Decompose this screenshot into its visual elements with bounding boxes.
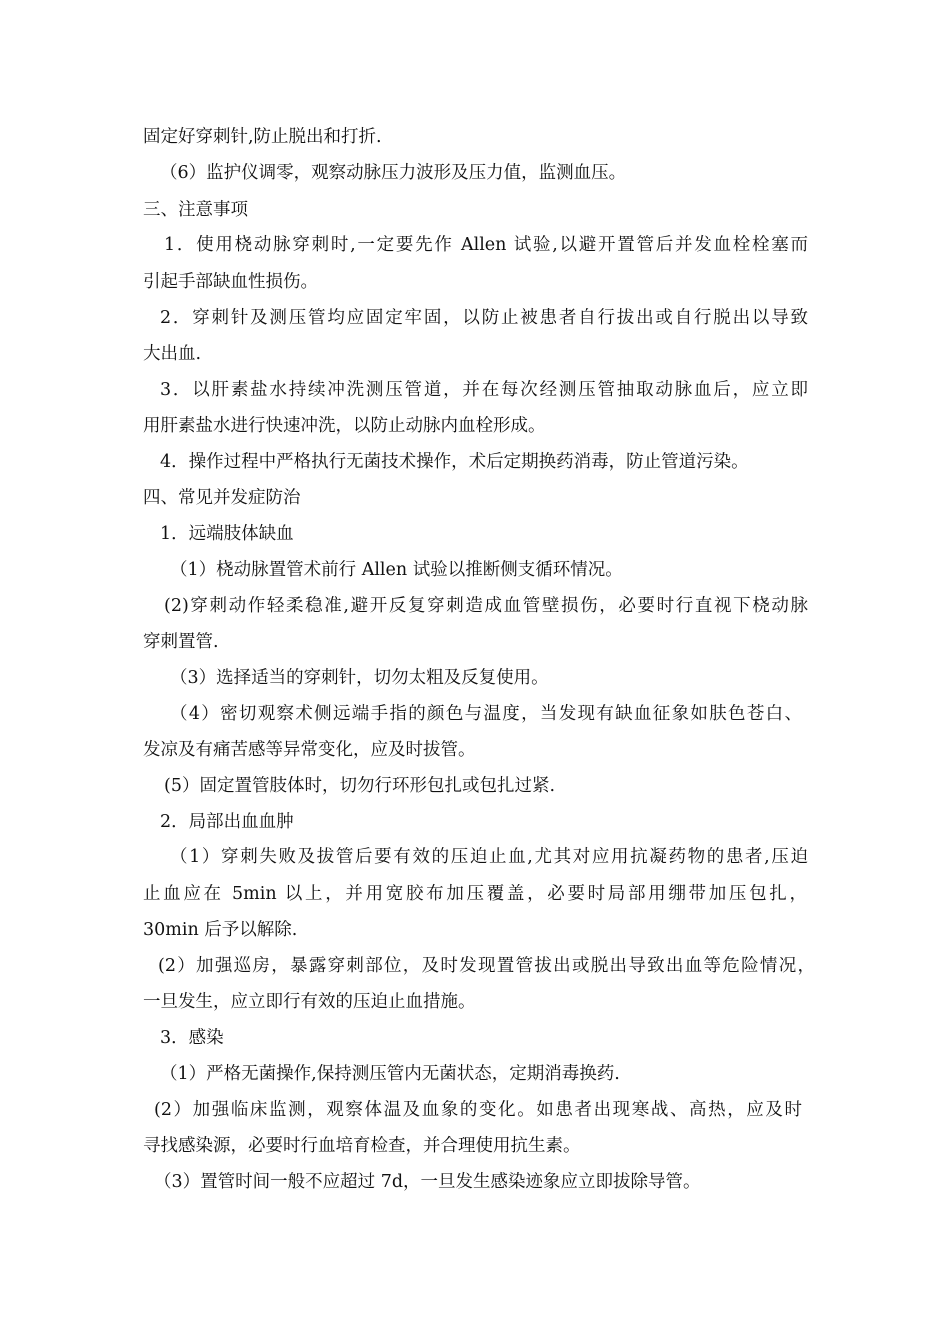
text-line: 大出血. (143, 344, 202, 364)
text-line: 一旦发生，应立即行有效的压迫止血措施。 (143, 992, 476, 1012)
text-line: 寻找感染源，必要时行血培育检查，并合理使用抗生素。 (143, 1136, 581, 1156)
text-line: （1）桡动脉置管术前行 Allen 试验以推断侧支循环情况。 (170, 560, 623, 580)
text-line: 4．操作过程中严格执行无菌技术操作，术后定期换药消毒，防止管道污染。 (160, 452, 749, 472)
text-line: (5）固定置管肢体时，切勿行环形包扎或包扎过紧. (164, 776, 556, 796)
text-line: 发凉及有痛苦感等异常变化，应及时拔管。 (143, 740, 476, 760)
text-line: （6）监护仪调零，观察动脉压力波形及压力值，监测血压。 (160, 163, 627, 183)
text-line: (2）加强临床监测，观察体温及血象的变化。如患者出现寒战、高热，应及时 (154, 1100, 802, 1120)
text-line: 穿刺置管. (143, 632, 219, 652)
text-line: 固定好穿刺针,防止脱出和打折. (143, 127, 382, 147)
text-line: (2）加强巡房，暴露穿刺部位，及时发现置管拔出或脱出导致出血等危险情况， (158, 956, 815, 976)
text-line: 止血应在 5min 以上，并用宽胶布加压覆盖，必要时局部用绷带加压包扎， (143, 884, 807, 904)
subsection-heading: 1．远端肢体缺血 (160, 524, 294, 544)
text-line: （4）密切观察术侧远端手指的颜色与温度，当发现有缺血征象如肤色苍白、 (170, 704, 802, 724)
text-line: 1．使用桡动脉穿刺时,一定要先作 Allen 试验,以避开置管后并发血栓栓塞而 (164, 235, 808, 255)
subsection-heading: 3．感染 (160, 1028, 224, 1048)
section-heading: 三、注意事项 (143, 200, 248, 220)
text-line: 用肝素盐水进行快速冲洗，以防止动脉内血栓形成。 (143, 416, 546, 436)
text-line: （3）置管时间一般不应超过 7d，一旦发生感染迹象应立即拔除导管。 (154, 1172, 701, 1192)
text-line: （3）选择适当的穿刺针，切勿太粗及反复使用。 (170, 668, 549, 688)
text-line: （1）穿刺失败及拔管后要有效的压迫止血,尤其对应用抗凝药物的患者,压迫 (170, 847, 808, 867)
section-heading: 四、常见并发症防治 (143, 488, 301, 508)
text-line: （1）严格无菌操作,保持测压管内无菌状态，定期消毒换药. (160, 1064, 620, 1084)
text-line: 30min 后予以解除. (143, 920, 298, 940)
text-line: 引起手部缺血性损伤。 (143, 272, 318, 292)
text-line: (2)穿刺动作轻柔稳准,避开反复穿刺造成血管壁损伤，必要时行直视下桡动脉 (164, 596, 808, 616)
text-line: 3．以肝素盐水持续冲洗测压管道，并在每次经测压管抽取动脉血后，应立即 (160, 380, 808, 400)
text-line: 2．穿刺针及测压管均应固定牢固，以防止被患者自行拔出或自行脱出以导致 (160, 308, 808, 328)
subsection-heading: 2．局部出血血肿 (160, 812, 294, 832)
